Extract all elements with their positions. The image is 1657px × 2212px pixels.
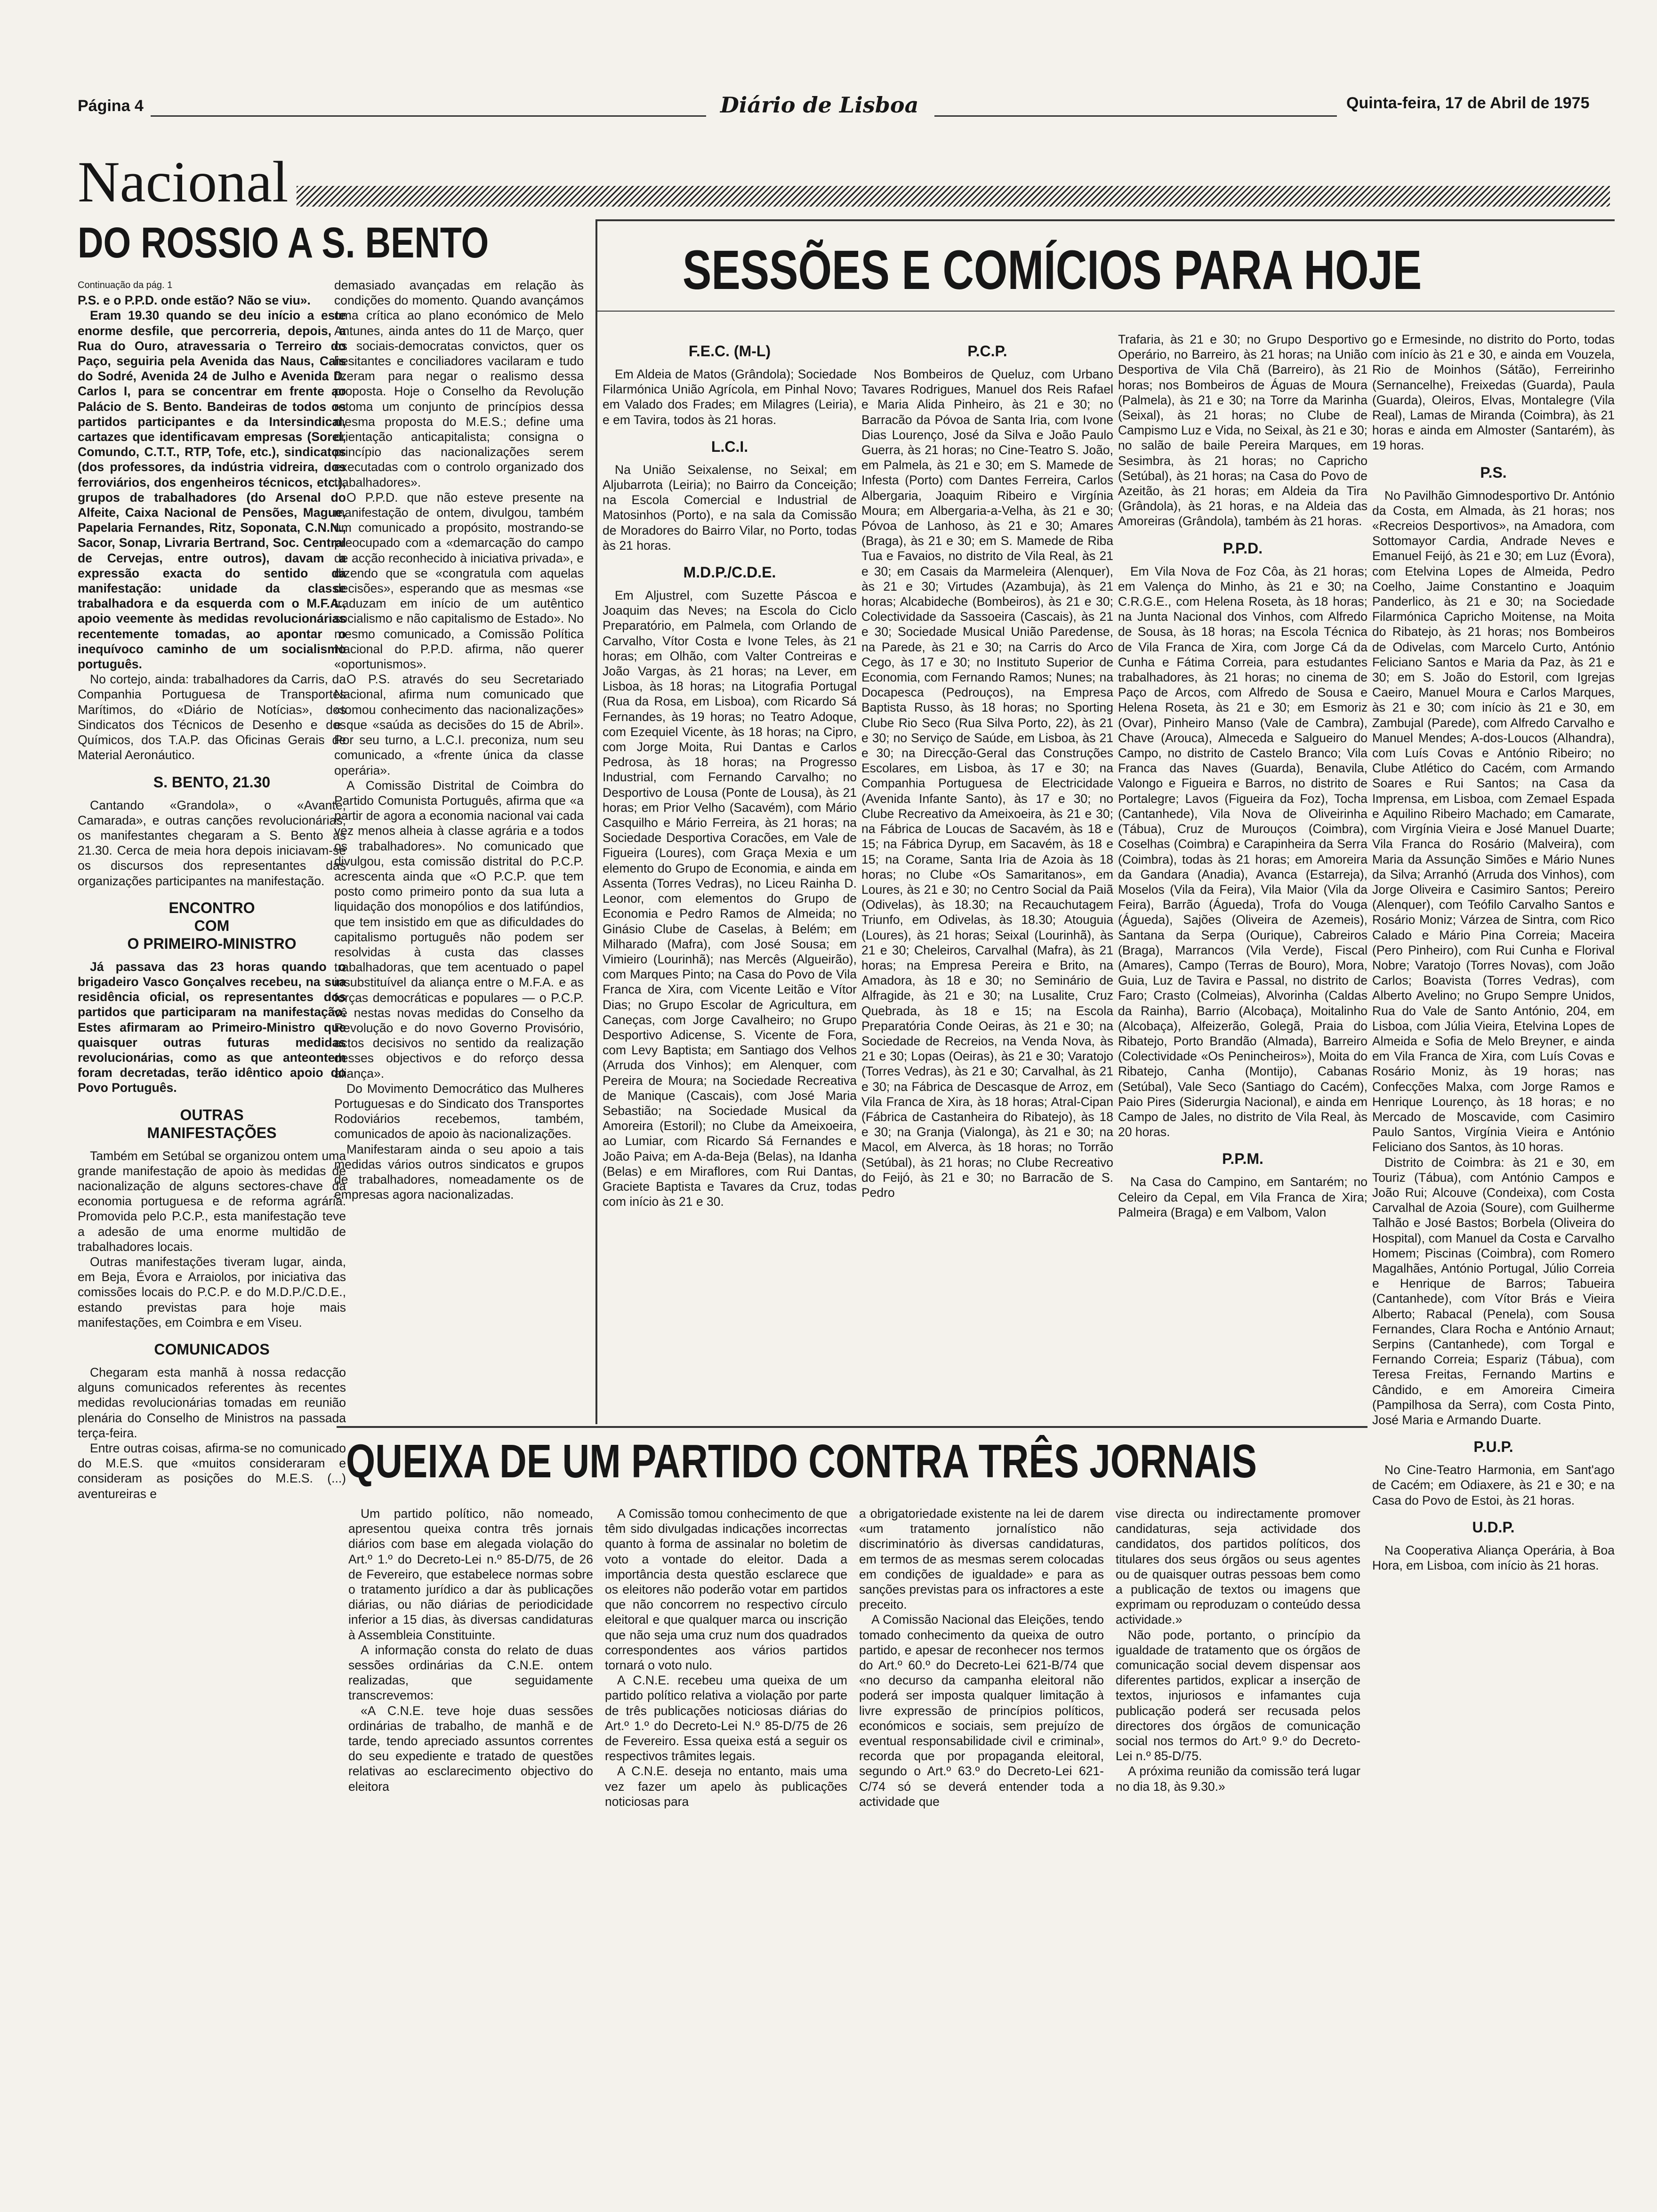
rossio-p2: Eram 19.30 quando se deu início a este enorme desfile, que percorreria, depois, a Rua do Ouro, atravessaria o Terreiro do Paço, seguiria pela Avenida das Naus, Cais do Sodré, Avenida 24 de Julho e Avenida D. Carlos I, para se concentrar em frente ao Palácio de S. Bento. Bandeiras de todos os partidos participantes e da Intersindical, cartazes que identificavam empresas (Sorel, Comundo, C.T.T., RTP, Tofe, etc.), sindicatos (dos professores, da indústria vidreira, dos ferroviários, dos engenheiros técnicos, etc.), grupos de trabalhadores (do Arsenal do Alfeite, Caixa Nacional de Pensões, Mague, Papelaria Fernandes, Ritz, Soponata, C.N.N., Sacor, Sonap, Livraria Bertrand, Soc. Central de Cervejas, entre outros), davam a expressão exacta do sentido da manifestação: unidade da classe trabalhadora e da esquerda com o M.F.A., apoio veemente às medidas revolucionárias recentemente tomadas, ao apontar o inequívoco caminho de um socialismo português. [78, 308, 346, 672]
ppm-cont-text: go e Ermesinde, no distrito do Porto, todas com início às 21 e 30, e ainda em Vouzela, Rio de Moinhos (Sátão), Ferreirinho (Sernancelhe), Freixedas (Guarda), Paula (Guarda), Oleiros, Elvas, Montalegre (Vila Real), Lamas de Miranda (Coimbra), às 21 horas e ainda em Almoster (Santarém), às 19 horas. [1372, 332, 1615, 453]
queixa-column-3 [859, 1506, 1104, 2198]
rossio-p7: Outras manifestações tiveram lugar, ainda, em Beja, Évora e Arraiolos, por iniciativa das comissões locais do P.C.P. e do M.D.P./C.D.E., estando previstas para hoje mais manifestações, em Coimbra e em Viseu. [78, 1254, 346, 1330]
rossio-column-2 [334, 278, 584, 1417]
sessoes-box-left [595, 219, 597, 1424]
subhead-outras-1: OUTRAS [180, 1106, 244, 1123]
queixa-a2: A informação consta do relato de duas sessões ordinárias da C.N.E. ontem realizadas, que seguidamente transcrevemos: [348, 1643, 593, 1703]
rossio-c2p5: Do Movimento Democrático das Mulheres Portuguesas e do Sindicato dos Transportes Rodoviários recebemos, também, comunicados de apoio às nacionalizações. [334, 1081, 584, 1141]
page-date: Quinta-feira, 17 de Abril de 1975 [1346, 94, 1590, 112]
queixa-column-1 [348, 1506, 593, 2198]
page-number: Página 4 [78, 97, 144, 115]
pcp-title: P.C.P. [967, 343, 1007, 360]
rossio-p8: Chegaram esta manhã à nossa redacção alguns comunicados referentes às recentes medidas revolucionárias tomadas em reunião plenária do Conselho de Ministros na passada terça-feira. [78, 1365, 346, 1440]
queixa-b3: A C.N.E. deseja no entanto, mais uma vez fazer um apelo às publicações noticiosas para [605, 1764, 847, 1809]
rossio-p1: P.S. e o P.P.D. onde estão? Não se viu». [78, 293, 311, 308]
masthead: Diário de Lisboa [720, 92, 919, 118]
pup-text: No Cine-Teatro Harmonia, em Sant'ago de Cacém; em Odiaxere, às 21 e 30; e na Casa do Povo de Estoi, às 21 horas. [1372, 1463, 1615, 1507]
udp-text: Na Cooperativa Aliança Operária, à Boa Hora, em Lisboa, com início às 21 horas. [1372, 1543, 1615, 1573]
ppm-title: P.P.M. [1222, 1150, 1263, 1168]
rossio-column-1 [78, 278, 346, 2198]
subhead-outras-2: MANIFESTAÇÕES [147, 1124, 277, 1141]
mdp-text: Em Aljustrel, com Suzette Páscoa e Joaquim das Neves; na Escola do Ciclo Preparatório, em Palmela, com Orlando de Carvalho, Vítor Costa e Ivone Teles, às 21 horas; em Olhão, com Valter Contreiras e João Vargas, às 21 horas; na Lever, em Lisboa, às 18 horas; na Litografia Portugal (Rua da Rosa, em Lisboa), com Ricardo Sá Fernandes, às 19 horas; no Teatro Adoque, com Ezequiel Vicente, às 18 horas; na Cipro, com Jorge Moita, Rui Dantas e Carlos Pedrosa, às 18 horas; na Progresso Industrial, com Fernando Carvalho; no Desportivo de Lousa (Ponte de Lousa), às 21 horas; em Prior Velho (Sacavém), com Mário Casquilho e Mário Ferreira, às 21 horas; na Sociedade Desportiva Coracões, em Vale de Figueira (Loures), com Graça Mexia e um elemento do Grupo de Economia, e ainda em Assenta (Torres Vedras), no Liceu Rainha D. Leonor, com elementos do Grupo de Economia e Pedro Ramos de Almeida; no Ginásio Clube de Caselas, à Belém; em Milharado (Mafra), com José Sousa; em Vimieiro (Lourinhã); nas Mercês (Algueirão), com Marques Pinto; na Casa do Povo de Vila Franca de Xira, com Vicente Leitão e Vítor Dias; no Grupo Escolar de Agricultura, em Caneças, com Jorge Cavalheiro; no Grupo Desportivo Adicense, S. Vicente de Fora, com Levy Baptista; em Santiago dos Velhos (Arruda dos Vinhos); em Alenquer, com Pereira de Moura; na Sociedade Recreativa de Manique (Cascais), com José Maria Sebastião; na Sociedade Musical da Amoreira (Estoril); no Clube da Ameixoeira, ao Lumiar, com Ricardo Sá Fernandes e João Paiva; em A-da-Beja (Belas), na Idanha (Belas) e em Miraflores, com Rui Dantas, Graciete Baptista e Tavares da Cruz, todas com início às 21 e 30. [603, 588, 857, 1209]
sessoes-column-2 [861, 332, 1113, 1414]
rossio-p6: Também em Setúbal se organizou ontem uma grande manifestação de apoio às medidas de nacionalização de alguns sectores-chave da economia portuguesa e de reforma agrária. Promovida pelo P.C.P., esta manifestação teve a adesão de uma enorme multidão de trabalhadores locais. [78, 1148, 346, 1254]
sessoes-box-top [595, 219, 1615, 221]
queixa-column-4 [1116, 1506, 1360, 2198]
subhead-encontro-1: ENCONTRO [169, 899, 255, 916]
masthead-rule-right [934, 115, 1337, 117]
sessoes-headline-rule [595, 311, 1615, 312]
rossio-p5: Já passava das 23 horas quando o brigadeiro Vasco Gonçalves recebeu, na sua residência oficial, os representantes dos partidos que participaram na manifestação. Estes afirmaram ao Primeiro-Ministro que quaisquer outras futuras medidas revolucionárias, como as que anteontem foram decretadas, terão idêntico apoio do Povo Português. [78, 959, 346, 1095]
rossio-c2p3: O P.S. através do seu Secretariado Nacional, afirma num comunicado que «tomou conhecimento das nacionalizações» e que «saúda as decisões do 15 de Abril». Por seu turno, a L.C.I. preconiza, num seu comunicado, a «frente única da classe operária». [334, 672, 584, 777]
continued-note: Continuação da pág. 1 [78, 280, 173, 290]
ps-title: P.S. [1480, 464, 1507, 481]
queixa-d3: A próxima reunião da comissão terá lugar no dia 18, às 9.30.» [1116, 1764, 1360, 1794]
ppd-text: Em Vila Nova de Foz Côa, às 21 horas; em Valença do Minho, às 21 e 30; na C.R.G.E., com Helena Roseta, às 18 horas; na Junta Nacional dos Vinhos, com Alfredo de Sousa, às 18 horas; na Escola Técnica de Vila Franca de Xira, com Jorge Cá da Cunha e Fátima Correia, para estudantes trabalhadores, às 21 horas; no cinema de Paço de Arcos, com Alfredo de Sousa e Helena Roseta, às 21 e 30; em Esmoriz (Ovar), Pinheiro Manso (Vale de Cambra), Chave (Arouca), Almeceda e Salgueiro do Campo, no distrito de Castelo Branco; Vila Franca das Naves (Guarda), Benavila, Valongo e Figueira e Barros, no distrito de Portalegre; Lavos (Figueira da Foz), Tocha (Cantanhede), Vila Nova de Oliveirinha (Tábua), Cruz de Murouços (Coimbra), Coselhas (Coimbra) e Carapinheira da Serra (Coimbra), todas às 21 horas; em Amoreira da Gandara (Anadia), Avanca (Estarreja), Moselos (Vila da Feira), Vila Maior (Vila da Feira), Barrão (Águeda), Trofa do Vouga (Águeda), Sajões (Oliveira de Azemeis), Santana da Serpa (Ourique), Cabreiros (Braga), Marrancos (Vila Verde), Fiscal (Amares), Campo (Terras de Bouro), Mora, Guia, Luz de Tavira e Passal, no distrito de Faro; Crasto (Colmeias), Alvorinha (Caldas da Rainha), Barrio (Alcobaça), Moitalinho (Alcobaça), Alfeizerão, Golegã, Praia do Ribatejo, Porto Brandão (Almada), Barreiro (Colectividade «Os Penincheiros»), Moita do Ribatejo, Canha (Montijo), Cabanas (Setúbal), Vale Seco (Santiago do Cacém), Paio Pires (Siderurgia Nacional), e ainda em Campo de Jales, no distrito de Vila Real, às 20 horas. [1118, 564, 1367, 1139]
section-title: Nacional [78, 150, 289, 214]
fec-title: F.E.C. (M-L) [688, 343, 771, 360]
rossio-c2p4: A Comissão Distrital de Coimbra do Partido Comunista Português, afirma que «a partir de agora a economia nacional vai cada vez menos alheia à classe agrária e a todos os trabalhadores». No comunicado que divulgou, esta comissão distrital do P.C.P. acrescenta ainda que «O P.C.P. que tem posto como primeiro ponto da sua luta a liquidação dos monopólios e dos latifúndios, que tem insistido em que as dificuldades do capitalismo português não podem ser resolvidas à custa das classes trabalhadoras, que tem acentuado o papel insubstituível da aliança entre o M.F.A. e as forças democráticas e populares — o P.C.P. vê nestas novas medidas do Conselho da Revolução e do novo Governo Provisório, actos decisivos no sentido da realização desses objectivos e do reforço dessa aliança». [334, 778, 584, 1081]
queixa-d2: Não pode, portanto, o princípio da igualdade de tratamento que os órgãos de comunicação social devem dispensar aos diferentes partidos, explicar a inserção de textos, injuriosos e infamantes cuja publicação poderá ser recusada pelos directores dos órgãos de comunicação social nos termos do Art.º 9.º do Decreto-Lei n.º 85-D/75. [1116, 1627, 1360, 1763]
ps-text: No Pavilhão Gimnodesportivo Dr. António da Costa, em Almada, às 21 horas; nos «Recreios Desportivos», na Amadora, com Sottomayor Cardia, Andrade Neves e Emanuel Feijó, às 21 e 30; em Luz (Évora), com Etelvina Lopes de Almeida, Pedro Coelho, Jaime Constantino e Joaquim Panderlico, às 21 e 30; na Sociedade Filarmónica Capricho Moitense, na Moita do Ribatejo, às 21 horas; nos Bombeiros de Odivelas, com Marcelo Curto, António Feliciano Santos e Maria da Paz, às 21 e 30; em S. João do Estoril, com Igrejas Caeiro, Manuel Moura e Carlos Marques, às 21 e 30; com início às 21 e 30, em Zambujal (Parede), com Alfredo Carvalho e Manuel Mendes; A-dos-Loucos (Alhandra), com Luís Covas e António Ribeiro; no Clube Atlético do Cacém, com Armando Soares e Rui Santos; na Casa da Imprensa, em Lisboa, com Zemael Espada e Aquilino Ribeiro Machado; em Camarate, com Virgínia Vieira e José Manuel Duarte; Vila Franca do Rosário (Malveira), com Maria da Assunção Simões e Mário Nunes da Silva; Arranhó (Arruda dos Vinhos), com Jorge Oliveira e Casimiro Santos; Pereiro (Alenquer), com Teófilo Carvalho Santos e Rosário Moniz; Várzea de Sintra, com Rico Calado e Mário Pina Correia; Maceira (Pero Pinheiro), com Rui Cunha e Florival Nobre; Varatojo (Torres Novas), com João Carlos; Boavista (Torres Vedras), com Alberto Avelino; no Grupo Sempre Unidos, Rua do Vale de Santo António, 204, em Lisboa, com Júlia Vieira, Etelvina Lopes de Almeida e Sofia de Melo Breyner, e ainda em Vila Franca de Xira, com Luís Covas e Rosário Moniz, às 19 horas; nas Confecções Malxa, com Jorge Ramos e Henrique Lourenço, às 18 horas; e no Mercado de Moscavide, com Casimiro Paulo Santos, Virgínia Vieira e António Feliciano dos Santos, às 10 horas. [1372, 488, 1615, 1154]
sessoes-column-4 [1372, 332, 1615, 2198]
pcp-cont-text: Trafaria, às 21 e 30; no Grupo Desportivo Operário, no Barreiro, às 21 horas; na União Desportiva de Vila Chã (Barreiro), às 21 horas; nos Bombeiros de Águas de Moura (Palmela), às 21 e 30; na Torre da Marinha (Seixal), às 21 horas; no Clube de Campismo Luz e Vida, no Seixal, às 21 e 30; no salão de baile Pereira Marques, em Sesimbra, às 21 horas; no Capricho (Setúbal), às 21 horas; na Casa do Povo de Azeitão, às 21 horas; em Aldeia da Tira (Grândola), às 21 horas, e na Aldeia das Amoreiras (Grândola), também às 21 horas. [1118, 332, 1367, 529]
pcp-text: Nos Bombeiros de Queluz, com Urbano Tavares Rodrigues, Manuel dos Reis Rafael e Maria Alida Pinheiro, às 21 e 30; no Barracão da Póvoa de Santa Iria, com Ivone Dias Lourenço, José da Silva e João Paulo Guerra, às 21 horas; no Cine-Teatro S. João, em Palmela, às 21 e 30; em S. Mamede de Infesta (Porto) com Dantes Ferreira, Carlos Albergaria, Joaquim Ribeiro e Virgínia Moura; em Albergaria-a-Velha, às 21 e 30; Póvoa de Lanhoso, às 21 e 30; Amares (Braga), às 21 e 30; em S. Mamede de Riba Tua e Favaios, no distrito de Vila Real, às 21 e 30; em Casais da Marmeleira (Alenquer), às 21 e 30; Virtudes (Azambuja), às 21 horas; Alcabideche (Bombeiros), às 21 e 30; Colectividade da Sassoeira (Cascais), às 21 e 30; Sociedade Musical União Paredense, na Parede, às 21 e 30; na Carris do Arco Cego, às 17 e 30; no Instituto Superior de Economia, com Fernando Ramos; Nunes; na Docapesca (Pedrouços), na Empresa Baptista Russo, às 18 horas; no Sporting Clube Rio Seco (Rua Silva Porto, 22), às 21 e 30; no Serviço de Saúde, em Lisboa, às 21 e 30; na Direcção-Geral das Construções Escolares, em Lisboa, às 17 e 30; na Companhia Portuguesa de Electricidade (Avenida Infante Santo), às 17 e 30; no Clube Recreativo da Ameixoeira, às 21 e 30; na Fábrica de Loucas de Sacavém, às 18 e 15; na Fábrica Dyrup, em Sacavém, às 18 e 15; na Corame, Santa Iria de Azoia às 18 horas; no Clube «Os Samaritanos», em Loures, às 21 e 30; no Centro Social da Paiã (Odivelas), às 18.30; na Recauchutagem Triunfo, em Odivelas, às 18.30; Atouguia (Loures), às 21 horas; Seixal (Lourinhã), às 21 e 30; Cheleiros, Carvalhal (Mafra), às 21 horas; na Empresa Pereira e Brito, na Amadora, às 18 e 30; no Seminário de Alfragide, às 21 e 30; na Lusalite, Cruz Quebrada, às 18 e 15; na Escola Preparatória Conde Oeiras, às 21 e 30; na Sociedade de Recreios, na Venda Nova, às 21 e 30; Lopas (Oeiras), às 21 e 30; Varatojo (Torres Vedras), às 21 e 30; Carvalhal, às 21 e 30; na Fábrica de Descasque de Arroz, em Vila Franca de Xira, às 18 horas; Atral-Cipan (Fábrica de Castanheira do Ribatejo), às 18 e 30; na Granja (Vialonga), às 21 e 30; na Macol, em Alverca, às 18 horas; no Torrão (Setúbal), às 21 horas; no Clube Recreativo do Feijó, às 21 e 30; no Barracão de S. Pedro [861, 367, 1113, 1200]
queixa-a3: «A C.N.E. teve hoje duas sessões ordinárias de trabalho, de manhã e de tarde, tendo apreciado assuntos correntes do seu expediente e tratado de questões relativas ao esclarecimento objectivo do eleitora [348, 1703, 593, 1794]
subhead-encontro [78, 899, 346, 953]
section-hatch [297, 186, 1610, 207]
lci-text: Na União Seixalense, no Seixal; em Aljubarrota (Leiria); no Bairro da Conceição; na Escola Comercial e Industrial de Matosinhos (Porto), e na sala da Comissão de Moradores do Bairro Vilar, no Porto, todas às 21 horas. [603, 462, 857, 553]
fec-text: Em Aldeia de Matos (Grândola); Sociedade Filarmónica União Agrícola, em Pinhal Novo; em Valado dos Frades; em Milagres (Leiria), e em Tavira, todos às 21 horas. [603, 367, 857, 427]
queixa-headline: QUEIXA DE UM PARTIDO CONTRA TRÊS JORNAIS [346, 1435, 1257, 1488]
sessoes-column-1 [603, 332, 857, 1414]
rossio-p3: No cortejo, ainda: trabalhadores da Carris, da Companhia Portuguesa de Transportes Marítimos, do «Diário de Notícias», dos Sindicatos dos Técnicos de Desenho e dos Químicos, dos T.A.P. das Oficinas Gerais de Material Aeronáutico. [78, 672, 346, 762]
subhead-s-bento: S. BENTO, 21.30 [153, 773, 271, 791]
rossio-p9: Entre outras coisas, afirma-se no comunicado do M.E.S. que «muitos consideraram e consideram as posições do M.E.S. (...) aventureiras e [78, 1441, 346, 1501]
masthead-rule-left [151, 115, 706, 117]
queixa-column-2 [605, 1506, 847, 2198]
subhead-comunicados: COMUNICADOS [154, 1340, 270, 1358]
mdp-title: M.D.P./C.D.E. [683, 564, 776, 581]
sessoes-column-3 [1118, 332, 1367, 1414]
sessoes-headline: SESSÕES E COMÍCIOS PARA HOJE [683, 239, 1422, 301]
ps-coimbra-text: Distrito de Coimbra: às 21 e 30, em Touriz (Tábua), com António Campos e João Rui; Alcouve (Condeixa), com Costa Carvalhal de Azoia (Soure), com Guilherme Talhão e José Bastos; Borbela (Oliveira do Hospital), com Manuel da Costa e Carvalho Homem; Piscinas (Coimbra), com Romero Magalhães, António Portugal, Júlio Correia e Henrique de Barros; Tabueira (Cantanhede), com Vítor Brás e Vieira Alberto; Rabacal (Penela), com Sousa Fernandes, Clara Rocha e António Arnaut; Serpins (Cantanhede), com Torgal e Fernando Correia; Espariz (Tábua), com Teresa Freitas, Fernando Martins e Cândido, e em Amoreira Cimeira (Pampilhosa da Serra), com Costa Pinto, José Maria e Armando Duarte. [1372, 1155, 1615, 1427]
ppm-text: Na Casa do Campino, em Santarém; no Celeiro da Cepal, em Vila Franca de Xira; Palmeira (Braga) e em Valbom, Valon [1118, 1175, 1367, 1219]
rossio-c2p2: O P.P.D. que não esteve presente na manifestação de ontem, divulgou, também um comunicado a propósito, mostrando-se preocupado com a «demarcação do campo de acção reconhecido à iniciativa privada», e dizendo que se «congratula com aquelas decisões», esperando que as mesmas «se traduzam em início de um autêntico socialismo e não capitalismo de Estado». No mesmo comunicado, a Comissão Política Nacional do P.P.D. afirma, não querer «oportunismos». [334, 490, 584, 672]
rossio-c2p1: demasiado avançadas em relação às condições do momento. Quando avançámos uma crítica ao plano económico de Melo Antunes, ainda antes do 11 de Março, quer os sociais-democratas convictos, quer os hesitantes e conciliadores vacilaram e tudo fizeram para negar o realismo dessa proposta. Hoje o Conselho da Revolução retoma um conjunto de princípios dessa mesma proposta do M.E.S.; define uma orientação anticapitalista; consigna o princípio das nacionalizações serem executadas com o controlo organizado dos trabalhadores». [334, 278, 584, 489]
queixa-c: a obrigatoriedade existente na lei de darem «um tratamento jornalístico não discriminatório às diversas candidaturas, em termos de as mesmas serem colocadas em condições de igualdade» e para as sanções previstas para os infractores a este preceito. [859, 1507, 1104, 1612]
queixa-c2: A Comissão Nacional das Eleições, tendo tomado conhecimento da queixa de outro partido, e apesar de reconhecer nos termos do Art.º 60.º do Decreto-Lei 621-B/74 que «no decurso da campanha eleitoral não poderá ser imposta qualquer limitação à livre expressão de princípios políticos, económicos e sociais, sem prejuízo de eventual responsabilidade civil e criminal», recorda que por propaganda eleitoral, segundo o Art.º 63.º do Decreto-Lei 621-C/74 só se deverá entender toda a actividade que [859, 1612, 1104, 1809]
subhead-outras [78, 1106, 346, 1142]
queixa-box-top [337, 1426, 1367, 1428]
udp-title: U.D.P. [1472, 1518, 1515, 1536]
subhead-encontro-2: COM [194, 917, 230, 934]
lci-title: L.C.I. [711, 438, 748, 455]
queixa-b2: A C.N.E. recebeu uma queixa de um partido político relativa a violação por parte de três publicações noticiosas diárias do Art.º 1.º do Decreto-Lei N.º 85-D/75 de 26 de Fevereiro. Essa queixa está a seguir os respectivos trâmites legais. [605, 1673, 847, 1763]
rossio-headline: DO ROSSIO A S. BENTO [78, 219, 489, 267]
queixa-d: vise directa ou indirectamente promover candidaturas, seja actividade dos candidatos, dos partidos políticos, dos titulares dos seus órgãos ou seus agentes ou de quaisquer outras pessoas bem como a publicação de textos ou imagens que exprimam ou reproduzam o conteúdo dessa actividade.» [1116, 1507, 1360, 1627]
pup-title: P.U.P. [1473, 1438, 1513, 1456]
subhead-encontro-3: O PRIMEIRO-MINISTRO [127, 935, 297, 952]
queixa-b: A Comissão tomou conhecimento de que têm sido divulgadas indicações incorrectas quanto à forma de assinalar no boletim de voto a vontade do eleitor. Dada a importância desta questão esclarece que os eleitores não poderão votar em partidos que não concorrem no respectivo círculo eleitoral e que qualquer marca ou inscrição que não seja uma cruz num dos quadrados correspondentes aos vários partidos tornará o voto nulo. [605, 1507, 847, 1673]
rossio-c2p6: Manifestaram ainda o seu apoio a tais medidas vários outros sindicatos e grupos de trabalhadores, nomeadamente os de empresas agora nacionalizadas. [334, 1142, 584, 1202]
queixa-a: Um partido político, não nomeado, apresentou queixa contra três jornais diários com base em alegada violação do Art.º 1.º do Decreto-Lei n.º 85-D/75, de 26 de Fevereiro, que estabelece normas sobre o tratamento jurídico a dar às publicações diárias, ou não diárias de periodicidade inferior a 15 dias, às diversas candidaturas à Assembleia Constituinte. [348, 1507, 593, 1642]
rossio-p4: Cantando «Grandola», o «Avante, Camarada», e outras canções revolucionárias, os manifestantes chegaram a S. Bento às 21.30. Cerca de meia hora depois iniciavam-se os discursos dos representantes das organizações participantes na manifestação. [78, 798, 346, 888]
ppd-title: P.P.D. [1223, 539, 1263, 557]
